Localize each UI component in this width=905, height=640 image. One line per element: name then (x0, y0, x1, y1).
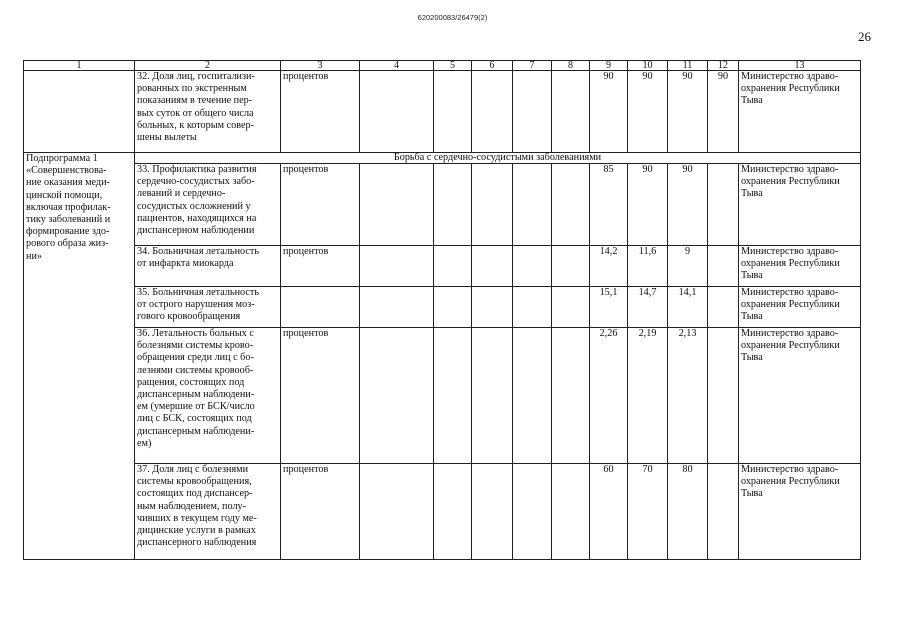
subprogram-cell: Подпрограмма 1 «Совершенствова- ние оказания меди- цинской помощи, включая профилак- тику заболеваний и формирование здо- рового образа жиз- ни» (24, 153, 135, 560)
value-cell: 14,1 (668, 287, 708, 328)
indicator-cell: 32. Доля лиц, госпитализи- рованных по экстренным показаниям в течение пер- вых суток от общего числа больных, к которым совер- шены вылеты (135, 71, 281, 153)
value-cell (708, 464, 739, 560)
value-cell: 90 (708, 71, 739, 153)
value-cell (708, 164, 739, 246)
value-cell: 85 (590, 164, 628, 246)
column-header: 3 (281, 61, 360, 71)
value-cell: 2,26 (590, 328, 628, 464)
column-header: 13 (739, 61, 861, 71)
column-number-row (24, 61, 861, 71)
executor-cell: Министерство здраво- охранения Республики Тыва (739, 464, 861, 560)
document-code: 620200083/26479(2) (417, 13, 488, 22)
section-title: Борьба с сердечно-сосудистыми заболеваниями (135, 153, 861, 164)
value-cell: 14,2 (590, 246, 628, 287)
value-cell (708, 246, 739, 287)
unit-cell: процентов (281, 71, 360, 153)
value-cell: 70 (628, 464, 668, 560)
table-row-32 (24, 71, 861, 153)
value-cell: 90 (590, 71, 628, 153)
value-cell: 90 (628, 164, 668, 246)
column-header: 11 (668, 61, 708, 71)
unit-cell: процентов (281, 246, 360, 287)
table-row-33 (24, 164, 861, 246)
indicator-cell: 37. Доля лиц с болезнями системы кровообращения, состоящих под диспансер- ным наблюдением, полу- чивших в текущем году ме- дицинские услуги в рамках диспансерного наблюдения (135, 464, 281, 560)
value-cell (708, 328, 739, 464)
value-cell: 90 (668, 164, 708, 246)
table-row-37 (24, 464, 861, 560)
unit-cell: процентов (281, 328, 360, 464)
column-header: 12 (708, 61, 739, 71)
column-header: 2 (135, 61, 281, 71)
column-header: 6 (472, 61, 513, 71)
unit-cell: процентов (281, 464, 360, 560)
indicator-cell: 33. Профилактика развития сердечно-сосудистых забо- леваний и сердечно- сосудистых осложнений у пациентов, находящихся на диспансерном наблюдении (135, 164, 281, 246)
indicator-cell: 34. Больничная летальность от инфаркта миокарда (135, 246, 281, 287)
page-number: 26 (858, 29, 871, 44)
value-cell: 90 (628, 71, 668, 153)
value-cell: 9 (668, 246, 708, 287)
value-cell: 2,13 (668, 328, 708, 464)
column-header: 9 (590, 61, 628, 71)
subprogram-cell-empty (24, 71, 135, 153)
value-cell: 2,19 (628, 328, 668, 464)
column-header: 4 (360, 61, 434, 71)
executor-cell: Министерство здраво- охранения Республики Тыва (739, 328, 861, 464)
column-header: 5 (434, 61, 472, 71)
value-cell: 11,6 (628, 246, 668, 287)
column-header: 8 (552, 61, 590, 71)
section-row (24, 153, 861, 164)
value-cell: 80 (668, 464, 708, 560)
indicator-cell: 36. Летальность больных с болезнями системы крово- обращения среди лиц с бо- лезнями системы кровооб- ращения, состоящих под диспансерным наблюдени- ем (умершие от БСК/число лиц с БСК, состоящих под диспансерным наблюдени- ем) (135, 328, 281, 464)
executor-cell: Министерство здраво- охранения Республики Тыва (739, 246, 861, 287)
unit-cell (281, 287, 360, 328)
value-cell: 14,7 (628, 287, 668, 328)
column-header: 1 (24, 61, 135, 71)
value-cell: 15,1 (590, 287, 628, 328)
executor-cell: Министерство здраво- охранения Республики Тыва (739, 287, 861, 328)
value-cell (708, 287, 739, 328)
indicator-cell: 35. Больничная летальность от острого нарушения моз- гового кровообращения (135, 287, 281, 328)
executor-cell: Министерство здраво- охранения Республики Тыва (739, 164, 861, 246)
table-row-34 (24, 246, 861, 287)
value-cell: 90 (668, 71, 708, 153)
executor-cell: Министерство здраво- охранения Республики Тыва (739, 71, 861, 153)
table-row-35 (24, 287, 861, 328)
value-cell: 60 (590, 464, 628, 560)
column-header: 10 (628, 61, 668, 71)
column-header: 7 (513, 61, 552, 71)
indicators-table (23, 60, 861, 560)
unit-cell: процентов (281, 164, 360, 246)
table-row-36 (24, 328, 861, 464)
